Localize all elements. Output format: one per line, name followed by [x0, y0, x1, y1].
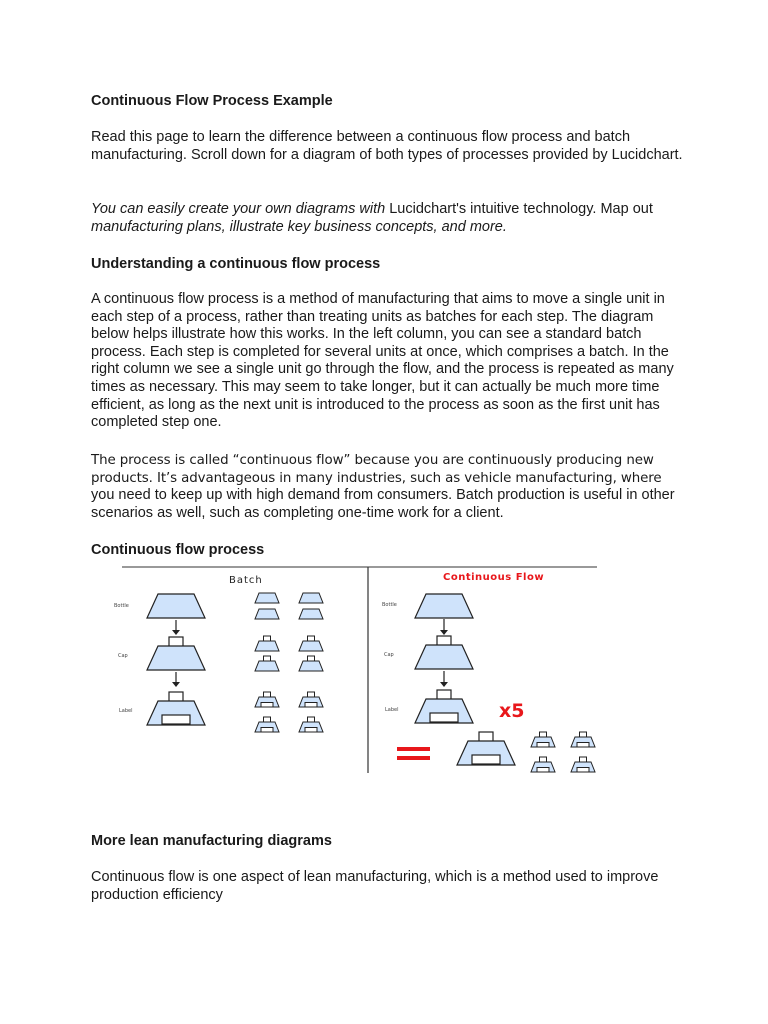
section3-paragraph: Continuous flow is one aspect of lean manufacturing, which is a method used to improve production efficiency: [91, 869, 659, 903]
flow-label-shape: [415, 690, 473, 723]
flow-step-label-label: Label: [385, 707, 399, 713]
batch-small-caps: [255, 636, 323, 671]
equals-icon: [397, 747, 430, 760]
batch-label-shape: [147, 692, 205, 725]
promo-text-1: You can easily create your own diagrams with: [91, 201, 390, 217]
flow-arrow-2: [440, 671, 448, 687]
flow-step-bottle-label: Bottle: [382, 602, 397, 608]
section-heading-continuous-flow: Continuous flow process: [91, 542, 265, 558]
batch-step-cap-label: Cap: [118, 653, 128, 659]
promo-paragraph: [91, 201, 691, 236]
promo-link[interactable]: Lucidchart's intuitive technology. Map out: [389, 201, 653, 217]
batch-arrow-1: [172, 620, 180, 635]
batch-vs-flow-diagram: [116, 562, 608, 776]
batch-step-label-label: Label: [119, 708, 133, 714]
flow-cap-shape: [415, 636, 473, 669]
paragraph2-line1: The process is called “continuous flow” because you are continuously producing new: [91, 453, 654, 468]
batch-small-labels: [255, 692, 323, 732]
section-heading-more-lean: More lean manufacturing diagrams: [91, 833, 332, 849]
multiplier-text: x5: [499, 700, 525, 722]
section1-paragraph: A continuous flow process is a method of manufacturing that aims to move a single unit in each step of a process, rather than treating units as batches for each step. The diagram below helps illustrate how this works. In the left column, you can see a standard batch process. Each step is completed for several units at once, which comprises a batch. In the right column we see a single unit go through the flow, and the process is repeated as many times as necessary. This may seem to take longer, but it can actually be much more time efficient, as long as the next unit is introduced to the process as soon as the first unit has completed step one.: [91, 291, 674, 431]
result-small-bottles: [531, 732, 595, 772]
batch-title: Batch: [229, 575, 263, 586]
paragraph2-rest: you need to keep up with high demand from consumers. Batch production is useful in other scenarios as well, such as completing one-time work for a client.: [91, 487, 675, 521]
promo-text-3: manufacturing plans, illustrate key business concepts, and more.: [91, 218, 507, 235]
intro-paragraph: Read this page to learn the difference between a continuous flow process and batch manufacturing. Scroll down for a diagram of both types of processes provided by Lucidchart.: [91, 129, 683, 163]
paragraph2-line2: products. It’s advantageous in many industries, such as vehicle manufacturing, where: [91, 470, 662, 486]
batch-arrow-2: [172, 672, 180, 687]
batch-cap-shape: [147, 637, 205, 670]
flow-bottle-shape: [415, 594, 473, 618]
document-title: Continuous Flow Process Example: [91, 93, 333, 109]
flow-title: Continuous Flow: [443, 572, 545, 583]
batch-step-bottle-label: Bottle: [114, 603, 129, 609]
result-bottle-shape: [457, 732, 515, 765]
batch-bottle-shape: [147, 594, 205, 618]
section1-paragraph-2: [91, 452, 691, 522]
flow-arrow-1: [440, 619, 448, 635]
batch-small-bottles: [255, 593, 323, 619]
flow-step-cap-label: Cap: [384, 652, 394, 658]
section-heading-understanding: Understanding a continuous flow process: [91, 256, 381, 272]
